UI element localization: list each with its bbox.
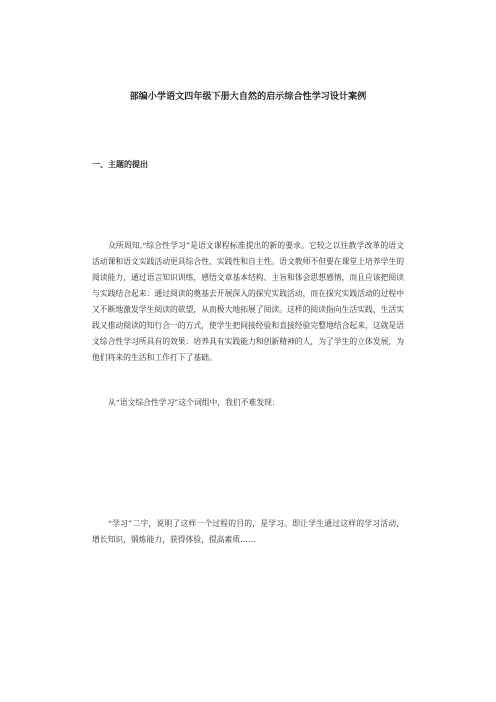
paragraph-observation: 从“语文综合性学习”这个词组中，我们不难发现： [108, 398, 280, 407]
paragraph-intro: 众所周知,“综合性学习”是语文课程标准提出的新的要求。它较之以往教学改革的语文活动课和语文实践活动更具综合性、实践性和自主性。语文教师不但要在课堂上培养学生的阅读能力，通过语言知识训练，感悟文章基本结构、主旨和体会思想感情，而且应该把阅读与实践结合起来：通过阅读的奠基去开展深入的探究实践活动，而在探究实践活动的过程中又不断地激发学生阅读的欲望，从而极大地拓展了阅读。这样的阅读指向生活实践、生活实践又推动阅读的知行合一的方式，使学生把间接经验和直接经验完整地结合起来，这就是语文综合性学习所具有的效果：培养具有实践能力和创新精神的人，为了学生的立体发展，为他们将来的生活和工作打下了基础。 [92, 241, 404, 362]
section-heading: 一、主题的提出 [92, 160, 148, 169]
document-title: 部编小学语文四年级下册大自然的启示综合性学习设计案例 [129, 92, 367, 102]
paragraph-learning: “学习”二字，说明了这样一个过程的目的，是学习。即让学生通过这样的学习活动，增长知识，锻炼能力，获得体验，提高素质…… [92, 519, 404, 544]
